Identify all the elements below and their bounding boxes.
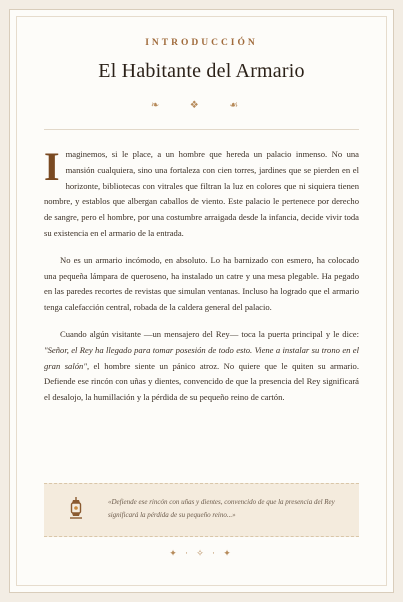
callout-box bbox=[44, 483, 359, 537]
divider bbox=[44, 129, 359, 130]
section-kicker: INTRODUCCIÓN bbox=[145, 38, 258, 48]
title-ornament: ❧ ❖ ☙ bbox=[150, 100, 253, 111]
footer-ornament: ✦ · ✧ · ✦ bbox=[169, 548, 234, 558]
callout-text: «Defiende ese rincón con uñas y dientes, convencido de que la presencia del Rey significará la pérdida de su pequeño reino...» bbox=[108, 498, 335, 519]
paragraph-3-before: Cuando algún visitante —un mensajero del Rey— toca la puerta principal y le dice: bbox=[60, 328, 359, 339]
lantern-icon bbox=[68, 496, 84, 522]
drop-cap: I bbox=[44, 144, 60, 189]
paragraph-3-after: , el hombre siente un pánico atroz. No quiere que le quiten su armario. Defiende ese rincón con uñas y dientes, convencido de que la presencia del Rey significará el desalojo, la humillación y la pérdida de su pequeño reino de cartón. bbox=[44, 360, 359, 403]
paragraph-3 bbox=[44, 327, 359, 406]
body-text bbox=[44, 144, 359, 417]
paragraph-3-quote: "Señor, el Rey ha llegado para tomar posesión de todo esto. Viene a instalar su trono en el gran salón" bbox=[44, 344, 359, 371]
paragraph-2: No es un armario incómodo, en absoluto. Lo ha barnizado con esmero, ha colocado una pequeña lámpara de queroseno, ha instalado un catre y una mesa plegable. Ha pegado en las paredes recortes de revistas que simulan ventanas. Incluso ha logrado que el armario tenga calefacción central, robada de la caldera general del palacio. bbox=[44, 254, 359, 313]
paragraph-1-text: maginemos, si le place, a un hombre que hereda un palacio inmenso. No una mansión cualquiera, sino una fortaleza con cien torres, jardines que se pierden en el horizonte, bibliotecas con vitrales que filtran la luz en colores que ni siquiera tienen nombre, y establos que albergan caballos de viento. Este palacio le pertenece por derecho de sangre, pero el hombre, por una costumbre arraigada desde la infancia, decide vivir toda su existencia en el armario de la entrada. bbox=[44, 149, 359, 238]
page-title: El Habitante del Armario bbox=[98, 60, 305, 82]
paragraph-1 bbox=[44, 144, 359, 242]
